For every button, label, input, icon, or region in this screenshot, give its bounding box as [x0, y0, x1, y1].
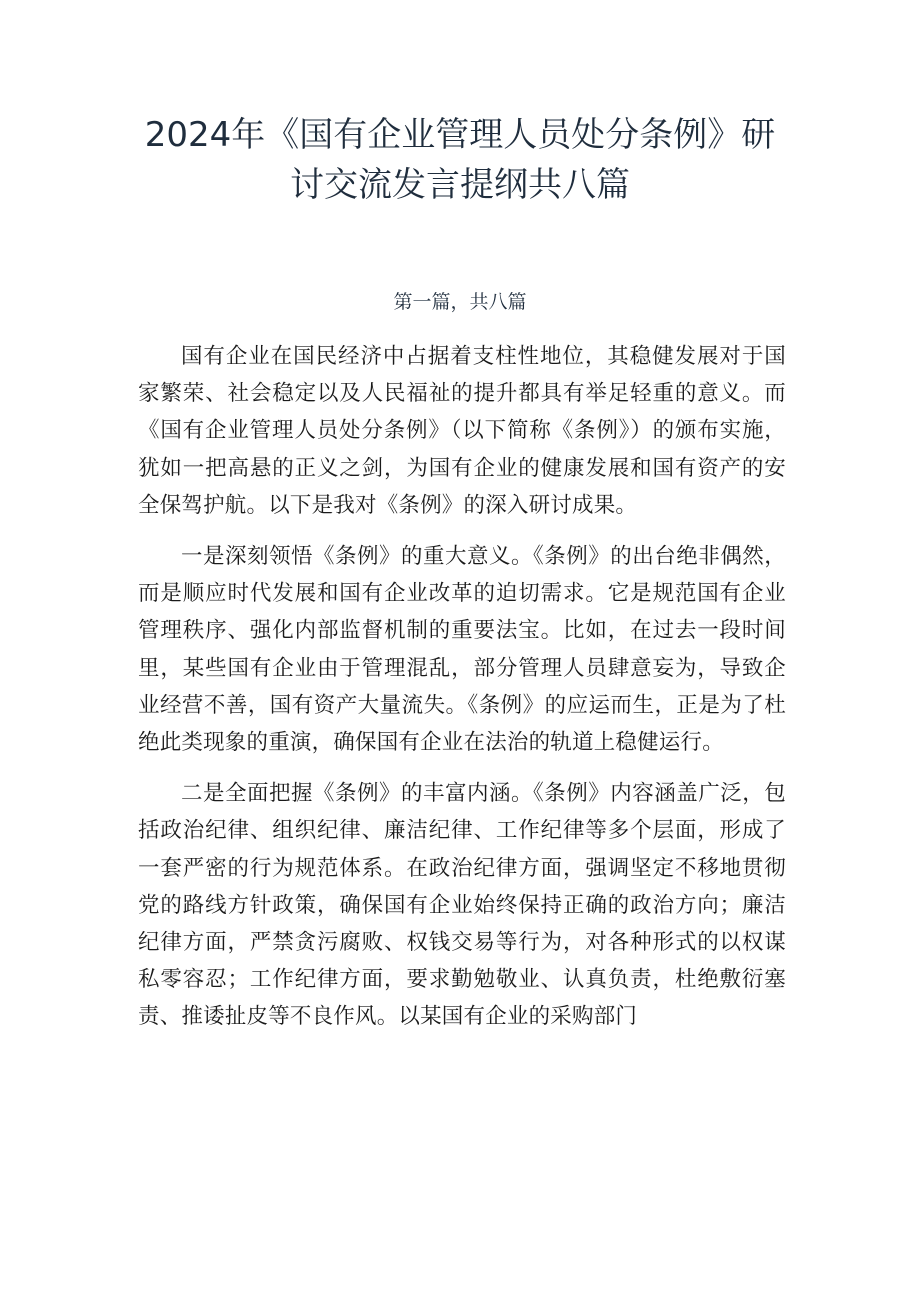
document-body — [138, 338, 786, 1050]
document-title-line-2: 讨交流发言提纲共八篇 — [290, 165, 630, 205]
section-heading: 第一篇，共八篇 — [393, 291, 527, 313]
document-title-line-1: 2024年《国有企业管理人员处分条例》研 — [144, 115, 776, 155]
body-paragraph-1: 国有企业在国民经济中占据着支柱性地位，其稳健发展对于国家繁荣、社会稳定以及人民福祉的提升都具有举足轻重的意义。而《国有企业管理人员处分条例》（以下简称《条例》）的颁布实施，犹如一把高悬的正义之剑，为国有企业的健康发展和国有资产的安全保驾护航。以下是我对《条例》的深入研讨成果。 — [138, 344, 786, 518]
document-title — [130, 110, 790, 210]
body-paragraph-2: 一是深刻领悟《条例》的重大意义。《条例》的出台绝非偶然，而是顺应时代发展和国有企业改革的迫切需求。它是规范国有企业管理秩序、强化内部监督机制的重要法宝。比如，在过去一段时间里，某些国有企业由于管理混乱，部分管理人员肆意妄为，导致企业经营不善，国有资产大量流失。《条例》的应运而生，正是为了杜绝此类现象的重演，确保国有企业在法治的轨道上稳健运行。 — [138, 544, 786, 756]
body-paragraph-3: 二是全面把握《条例》的丰富内涵。《条例》内容涵盖广泛，包括政治纪律、组织纪律、廉洁纪律、工作纪律等多个层面，形成了一套严密的行为规范体系。在政治纪律方面，强调坚定不移地贯彻党的路线方针政策，确保国有企业始终保持正确的政治方向；廉洁纪律方面，严禁贪污腐败、权钱交易等行为，对各种形式的以权谋私零容忍；工作纪律方面，要求勤勉敬业、认真负责，杜绝敷衍塞责、推诿扯皮等不良作风。以某国有企业的采购部门 — [138, 781, 786, 1030]
